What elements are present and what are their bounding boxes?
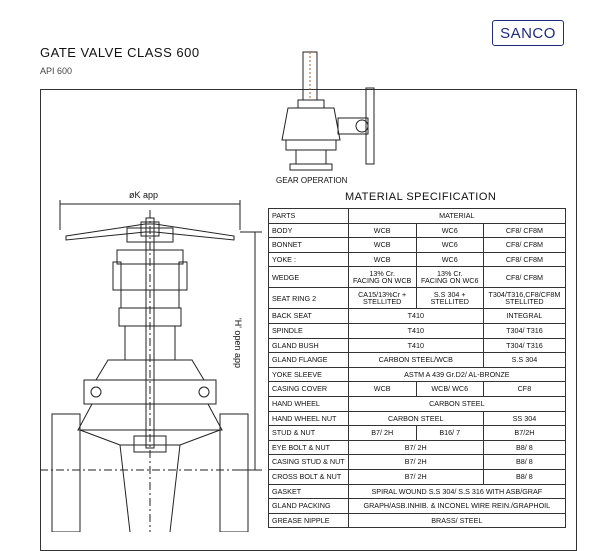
part-name-cell: YOKE SLEEVE [269,367,349,382]
material-cell: CA15/13%Cr + STELLITED [348,288,416,309]
material-cell: 13% Cr. FACING ON WCB [348,267,416,288]
part-name-cell: HAND WHEEL [269,396,349,411]
table-row [269,484,566,499]
material-cell: CARBON STEEL [348,396,565,411]
part-name-cell: GLAND PACKING [269,499,349,514]
material-cell: T410 [348,309,483,324]
part-name-cell: GLAND FLANGE [269,353,349,368]
material-cell: WCB [348,252,416,267]
part-name-cell: GREASE NIPPLE [269,513,349,528]
material-cell: T304/T316,CF8/CF8M STELLITED [483,288,565,309]
material-cell: SPIRAL WOUND S.S 304/ S.S 316 WITH ASB/GRAF [348,484,565,499]
material-cell: WCB [348,382,416,397]
material-cell: CF8/ CF8M [483,238,565,253]
part-name-cell: STUD & NUT [269,426,349,441]
table-row [269,323,566,338]
material-cell: CARBON STEEL [348,411,483,426]
table-row [269,367,566,382]
table-row [269,252,566,267]
k-dimension-label: øK app [129,190,159,200]
material-cell: WC6 [416,252,483,267]
part-name-cell: BACK SEAT [269,309,349,324]
material-cell: T410 [348,338,483,353]
material-cell: T304/ T316 [483,338,565,353]
part-name-cell: GASKET [269,484,349,499]
part-name-cell: CASING COVER [269,382,349,397]
material-cell: WCB/ WC6 [416,382,483,397]
material-cell: T304/ T316 [483,323,565,338]
table-row [269,426,566,441]
table-row [269,396,566,411]
table-row [269,338,566,353]
material-cell: WCB [348,238,416,253]
part-name-cell: EYE BOLT & NUT [269,440,349,455]
document-subtitle: API 600 [40,66,73,76]
material-cell: B16/ 7 [416,426,483,441]
material-cell: WC6 [416,238,483,253]
material-cell: B8/ 8 [483,455,565,470]
material-cell: B8/ 8 [483,440,565,455]
gear-operator-illustration [282,52,374,170]
gate-valve-illustration [40,210,260,532]
part-name-cell: SEAT RING 2 [269,288,349,309]
material-cell: B7/ 2H [348,455,483,470]
part-name-cell: BONNET [269,238,349,253]
table-row [269,238,566,253]
part-name-cell: GLAND BUSH [269,338,349,353]
part-name-cell: WEDGE [269,267,349,288]
table-row [269,353,566,368]
material-cell: 13% Cr. FACING ON WC6 [416,267,483,288]
table-row [269,469,566,484]
table-row [269,411,566,426]
table-row [269,223,566,238]
material-cell: B7/ 2H [348,469,483,484]
material-cell: S.S 304 [483,353,565,368]
material-cell: B7/2H [483,426,565,441]
table-header-row [269,209,566,224]
material-cell: CF8/ CF8M [483,223,565,238]
gear-operation-caption: GEAR OPERATION [276,176,348,185]
h-dimension-line [240,232,262,470]
material-cell: B8/ 8 [483,469,565,484]
part-name-cell: HAND WHEEL NUT [269,411,349,426]
table-row [269,267,566,288]
brand-logo: SANCO [492,20,564,46]
material-cell: GRAPH/ASB.INHIB. & INCONEL WIRE REIN./GRAPHOIL [348,499,565,514]
material-spec-table [268,208,566,528]
part-name-cell: SPINDLE [269,323,349,338]
material-cell: B7/ 2H [348,440,483,455]
material-cell: CARBON STEEL/WCB [348,353,483,368]
material-cell: CF8 [483,382,565,397]
material-cell: T410 [348,323,483,338]
table-row [269,513,566,528]
material-cell: SS 304 [483,411,565,426]
table-row [269,382,566,397]
material-cell: WC6 [416,223,483,238]
part-name-cell: CROSS BOLT & NUT [269,469,349,484]
material-cell: S.S 304 + STELLITED [416,288,483,309]
material-cell: ASTM A 439 Gr.D2/ AL-BRONZE [348,367,565,382]
material-cell: INTEGRAL [483,309,565,324]
part-name-cell: BODY [269,223,349,238]
material-cell: WCB [348,223,416,238]
material-cell: CF8/ CF8M [483,252,565,267]
h-dimension-label: 'H' open app [233,318,243,368]
material-spec-title: MATERIAL SPECIFICATION [345,191,497,203]
material-cell: B7/ 2H [348,426,416,441]
document-title: GATE VALVE CLASS 600 [40,45,200,60]
table-row [269,288,566,309]
material-cell: CF8/ CF8M [483,267,565,288]
table-row [269,440,566,455]
material-header: MATERIAL [348,209,565,224]
table-row [269,499,566,514]
parts-header: PARTS [269,209,349,224]
table-row [269,309,566,324]
part-name-cell: YOKE : [269,252,349,267]
material-cell: BRASS/ STEEL [348,513,565,528]
table-row [269,455,566,470]
part-name-cell: CASING STUD & NUT [269,455,349,470]
